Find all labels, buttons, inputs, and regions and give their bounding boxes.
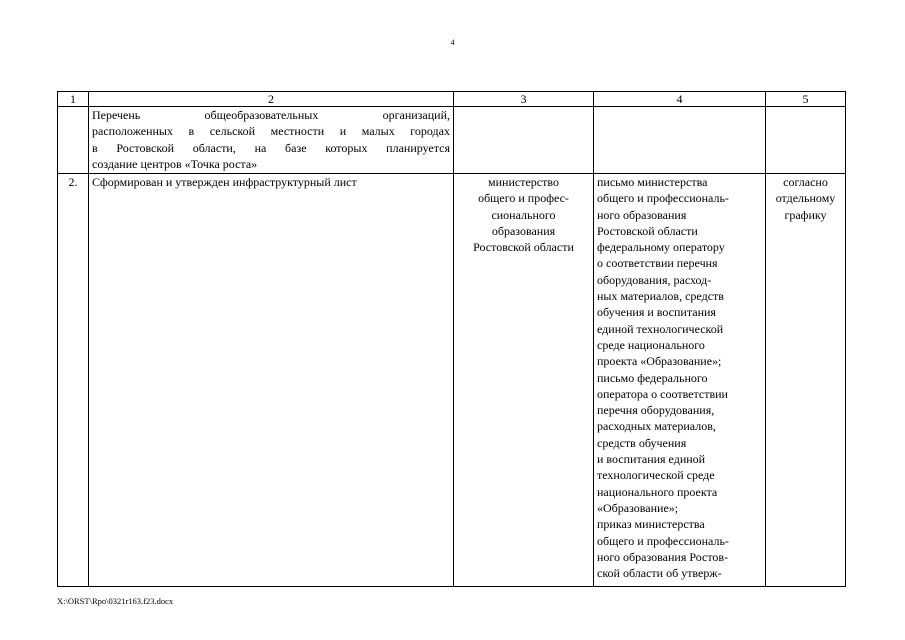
document-line: федеральному оператору	[597, 240, 725, 255]
document-line: и воспитания единой	[597, 452, 706, 467]
footer-file-path: X:\ORST\Rpo\0321r163.f23.docx	[57, 596, 174, 606]
responsible-line: министерство	[488, 175, 559, 189]
row1-text-line: создание центров «Точка роста»	[92, 156, 258, 171]
document-line: проекта «Образование»;	[597, 354, 722, 369]
document-line: среде национального	[597, 337, 705, 352]
plan-table	[57, 91, 846, 587]
row2-text-cell: Сформирован и утвержден инфраструктурный лист	[89, 174, 454, 587]
row1-col3-cell	[454, 107, 594, 174]
table-row	[58, 107, 846, 174]
header-col-3: 3	[454, 92, 594, 107]
document-line: единой технологической	[597, 321, 724, 336]
row1-text-line: Перечень общеобразовательных организаций,	[92, 108, 450, 122]
document-line: оператора о соответствии	[597, 386, 728, 401]
document-line: ного образования Ростов-	[597, 549, 729, 564]
document-line: технологической среде	[597, 468, 715, 483]
document-line: Ростовской области	[597, 223, 698, 238]
header-col-1: 1	[58, 92, 89, 107]
row2-responsible-cell	[454, 174, 594, 587]
row2-num-cell: 2.	[58, 174, 89, 587]
table-row	[58, 174, 846, 587]
document-line: общего и профессиональ-	[597, 533, 729, 548]
responsible-line: общего и профес-	[478, 191, 569, 206]
document-line: о соответствии перечня	[597, 256, 718, 271]
responsible-line: образования	[491, 223, 556, 238]
row1-text-cell	[89, 107, 454, 174]
row1-col5-cell	[766, 107, 846, 174]
deadline-line: отдельному	[775, 191, 836, 206]
row2-documents-cell	[594, 174, 766, 587]
row1-col4-cell	[594, 107, 766, 174]
document-line: оборудования, расход-	[597, 272, 712, 287]
document-line: обучения и воспитания	[597, 305, 716, 320]
row1-text-line: расположенных в сельской местности и малых городах	[92, 124, 450, 139]
document-line: письмо министерства	[597, 175, 708, 189]
document-line: ской области об утверж-	[597, 566, 722, 581]
document-line: расходных материалов,	[597, 419, 716, 434]
document-line: средств обучения	[597, 435, 687, 450]
responsible-line: Ростовской области	[473, 240, 574, 255]
header-col-4: 4	[594, 92, 766, 107]
document-line: национального проекта	[597, 484, 718, 499]
page-number: 4	[450, 38, 455, 47]
header-col-2: 2	[89, 92, 454, 107]
table-header-row	[58, 92, 846, 107]
deadline-line: согласно	[783, 175, 828, 189]
responsible-line: сионального	[491, 207, 556, 222]
document-line: ных материалов, средств	[597, 289, 724, 304]
row1-text-line: в Ростовской области, на базе которых планируется	[92, 140, 450, 155]
document-line: приказ министерства	[597, 517, 705, 532]
document-line: общего и профессиональ-	[597, 191, 729, 206]
header-col-5: 5	[766, 92, 846, 107]
row2-deadline-cell	[766, 174, 846, 587]
document-line: «Образование»;	[597, 500, 679, 515]
deadline-line: графику	[784, 207, 827, 222]
document-line: перечня оборудования,	[597, 403, 715, 418]
document-line: письмо федерального	[597, 370, 708, 385]
document-line: ного образования	[597, 207, 687, 222]
row1-num-cell	[58, 107, 89, 174]
